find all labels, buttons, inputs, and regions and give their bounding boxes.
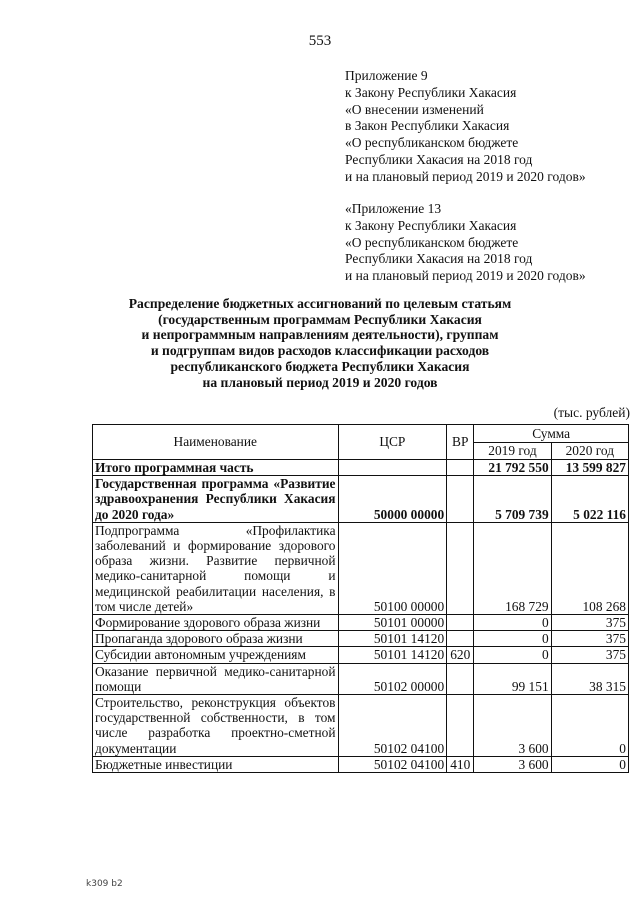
title-line: и подгруппам видов расходов классификации расходов [150, 343, 490, 359]
appendix-9-block [345, 68, 586, 186]
row-csr: 50102 04100 [338, 695, 447, 757]
appendix-line: и на плановый период 2019 и 2020 годов» [345, 168, 586, 184]
row-2020: 108 268 [551, 522, 628, 614]
row-2020: 0 [551, 756, 628, 772]
row-2019: 3 600 [474, 695, 551, 757]
row-2019: 0 [474, 631, 551, 647]
row-2020: 375 [551, 631, 628, 647]
title-line: и непрограммным направлениям деятельности), группам [141, 327, 499, 343]
title-line: республиканского бюджета Республики Хакасия [170, 358, 470, 374]
appendix-line: «О республиканском бюджете [345, 234, 519, 250]
header-vr: ВР [447, 425, 474, 460]
table-row [93, 756, 629, 772]
table-row [93, 647, 629, 663]
units-label: (тыс. рублей) [553, 405, 630, 420]
row-csr: 50102 00000 [338, 663, 447, 694]
row-vr [447, 615, 474, 631]
row-name: Бюджетные инвестиции [93, 756, 339, 772]
row-2019: 21 792 550 [474, 460, 551, 476]
table-row [93, 522, 629, 614]
row-csr: 50000 00000 [338, 476, 447, 523]
row-2019: 168 729 [474, 522, 551, 614]
appendix-line: в Закон Республики Хакасия [345, 118, 510, 134]
row-csr: 50100 00000 [338, 522, 447, 614]
table-row [93, 460, 629, 476]
page-number: 553 [308, 33, 332, 49]
row-2020: 375 [551, 647, 628, 663]
row-2019: 0 [474, 647, 551, 663]
appendix-line: «О республиканском бюджете [345, 135, 519, 151]
appendix-line: Республики Хакасия на 2018 год [345, 251, 533, 267]
row-vr [447, 476, 474, 523]
row-csr: 50101 00000 [338, 615, 447, 631]
appendix-line: Приложение 9 [345, 68, 428, 83]
row-name: Пропаганда здорового образа жизни [93, 631, 339, 647]
row-name: Итого программная часть [93, 460, 339, 476]
budget-table [92, 424, 629, 773]
table-row [93, 476, 629, 523]
row-vr [447, 631, 474, 647]
appendix-line: «О внесении изменений [345, 101, 484, 117]
row-name: Подпрограмма «Профилактика заболеваний и формирование здорового образа жизни. Развитие первичной медико-санитарной помощи и медицинской реабилитации населения, в том числе детей» [93, 522, 339, 614]
footer-code: k309 b2 [86, 879, 123, 889]
document-title [90, 296, 550, 390]
row-name: Строительство, реконструкция объектов государственной собственности, в том числе разработка проектно-сметной документации [93, 695, 339, 757]
row-vr [447, 663, 474, 694]
row-2020: 13 599 827 [551, 460, 628, 476]
row-name: Государственная программа «Развитие здравоохранения Республики Хакасия до 2020 года» [93, 476, 339, 523]
appendix-line: к Закону Республики Хакасия [345, 217, 517, 233]
header-name: Наименование [93, 425, 339, 460]
row-csr: 50102 04100 [338, 756, 447, 772]
row-vr [447, 695, 474, 757]
row-2019: 5 709 739 [474, 476, 551, 523]
row-name: Субсидии автономным учреждениям [93, 647, 339, 663]
header-sum: Сумма [474, 425, 629, 443]
title-line: Распределение бюджетных ассигнований по целевым статьям [128, 296, 512, 311]
row-csr [338, 460, 447, 476]
header-2020: 2020 год [551, 442, 628, 460]
appendix-line: к Закону Республики Хакасия [345, 84, 517, 100]
table-row [93, 615, 629, 631]
row-vr: 410 [447, 756, 474, 772]
header-2019: 2019 год [474, 442, 551, 460]
title-line: на плановый период 2019 и 2020 годов [202, 374, 438, 390]
row-name: Оказание первичной медико-санитарной помощи [93, 663, 339, 694]
row-csr: 50101 14120 [338, 631, 447, 647]
row-vr: 620 [447, 647, 474, 663]
row-csr: 50101 14120 [338, 647, 447, 663]
appendix-line: и на плановый период 2019 и 2020 годов» [345, 268, 586, 284]
row-2019: 0 [474, 615, 551, 631]
title-line: (государственным программам Республики Хакасия [158, 311, 482, 327]
row-vr [447, 460, 474, 476]
row-2019: 3 600 [474, 756, 551, 772]
row-vr [447, 522, 474, 614]
appendix-line: «Приложение 13 [345, 201, 442, 216]
table-row [93, 663, 629, 694]
appendix-line: Республики Хакасия на 2018 год [345, 151, 533, 167]
table-row [93, 631, 629, 647]
row-2019: 99 151 [474, 663, 551, 694]
appendix-13-block [345, 201, 586, 285]
row-2020: 0 [551, 695, 628, 757]
row-2020: 38 315 [551, 663, 628, 694]
row-name: Формирование здорового образа жизни [93, 615, 339, 631]
table-row [93, 695, 629, 757]
row-2020: 5 022 116 [551, 476, 628, 523]
row-2020: 375 [551, 615, 628, 631]
header-csr: ЦСР [338, 425, 447, 460]
